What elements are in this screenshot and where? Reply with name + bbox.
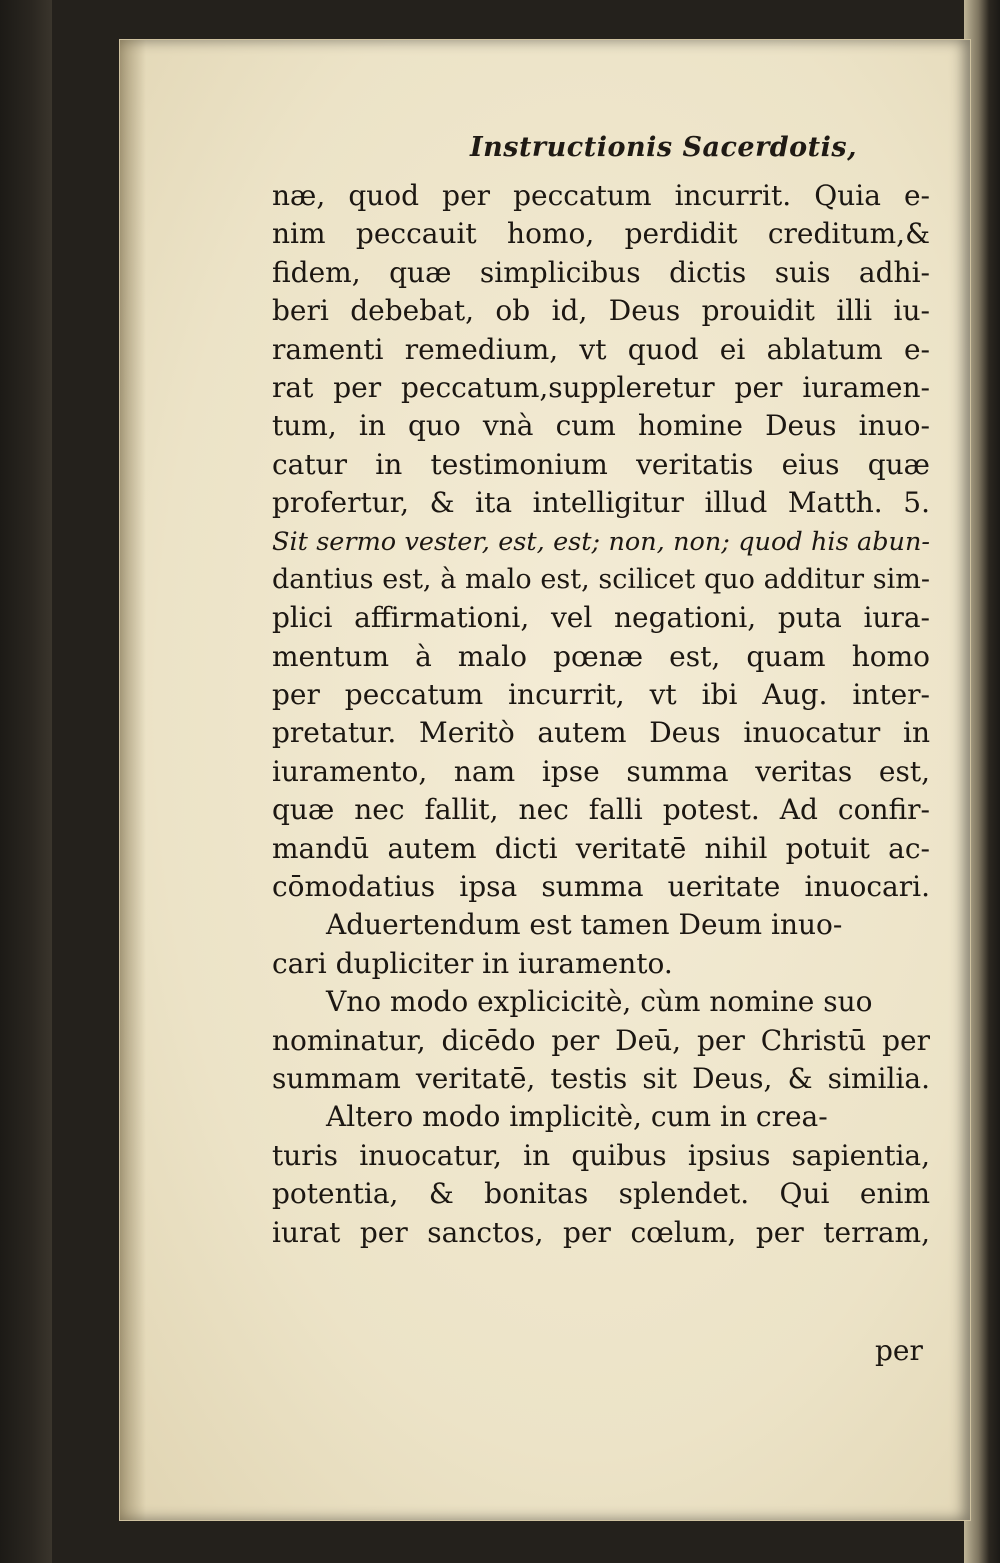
text-line: cōmodatius ipsa summa ueritate inuocari. <box>272 870 930 904</box>
text-line: catur in testimonium veritatis eius quæ <box>272 447 930 481</box>
text-line: næ, quod per peccatum incurrit. Quia e- <box>272 179 930 212</box>
text-line: potentia, & bonitas splendet. Qui enim <box>272 1177 930 1211</box>
text-line: Aduertendum est tamen Deum inuo- <box>326 908 843 942</box>
text-line: iurat per sanctos, per cœlum, per terram, <box>272 1215 930 1249</box>
text-line: summam veritatē, testis sit Deus, & similia. <box>272 1061 930 1095</box>
catchword: per <box>875 1334 923 1367</box>
text-line: Sit sermo vester, est, est; non, non; quod his abun- <box>272 526 930 557</box>
text-line: cari dupliciter in iuramento. <box>272 946 673 980</box>
text-line: Altero modo implicitè, cum in crea- <box>326 1100 828 1134</box>
book-spine-left <box>0 0 52 1563</box>
text-line: beri debebat, ob id, Deus prouidit illi iu- <box>272 294 930 328</box>
text-line: tum, in quo vnà cum homine Deus inuo- <box>272 409 930 443</box>
text-line: nim peccauit homo, perdidit creditum,& <box>272 217 930 251</box>
text-line: Vno modo explicicitè, cùm nomine suo <box>326 985 873 1019</box>
text-line: iuramento, nam ipse summa veritas est, <box>272 754 930 788</box>
running-head: Instructionis Sacerdotis, <box>470 132 858 163</box>
text-line: profertur, & ita intelligitur illud Matth. 5. <box>272 486 930 520</box>
text-line: per peccatum incurrit, vt ibi Aug. inter- <box>272 678 930 712</box>
text-line: ramenti remedium, vt quod ei ablatum e- <box>272 332 930 366</box>
text-line: quæ nec fallit, nec falli potest. Ad confir- <box>272 793 930 827</box>
text-line: pretatur. Meritò autem Deus inuocatur in <box>272 716 930 750</box>
text-line: nominatur, dicēdo per Deū, per Christū per <box>272 1023 930 1057</box>
text-line: turis inuocatur, in quibus ipsius sapientia, <box>272 1138 930 1172</box>
text-line: dantius est, à malo est, scilicet quo additur sim- <box>272 563 930 595</box>
text-line: mentum à malo pœnæ est, quam homo <box>272 639 930 673</box>
body-text <box>272 177 930 1252</box>
text-line: fidem, quæ simplicibus dictis suis adhi- <box>272 255 930 289</box>
text-line: mandū autem dicti veritatē nihil potuit ac- <box>272 831 930 865</box>
page-gutter-shadow <box>120 40 146 1520</box>
text-line: plici affirmationi, vel negationi, puta iura- <box>272 601 930 635</box>
text-line: rat per peccatum,suppleretur per iuramen- <box>272 370 930 404</box>
